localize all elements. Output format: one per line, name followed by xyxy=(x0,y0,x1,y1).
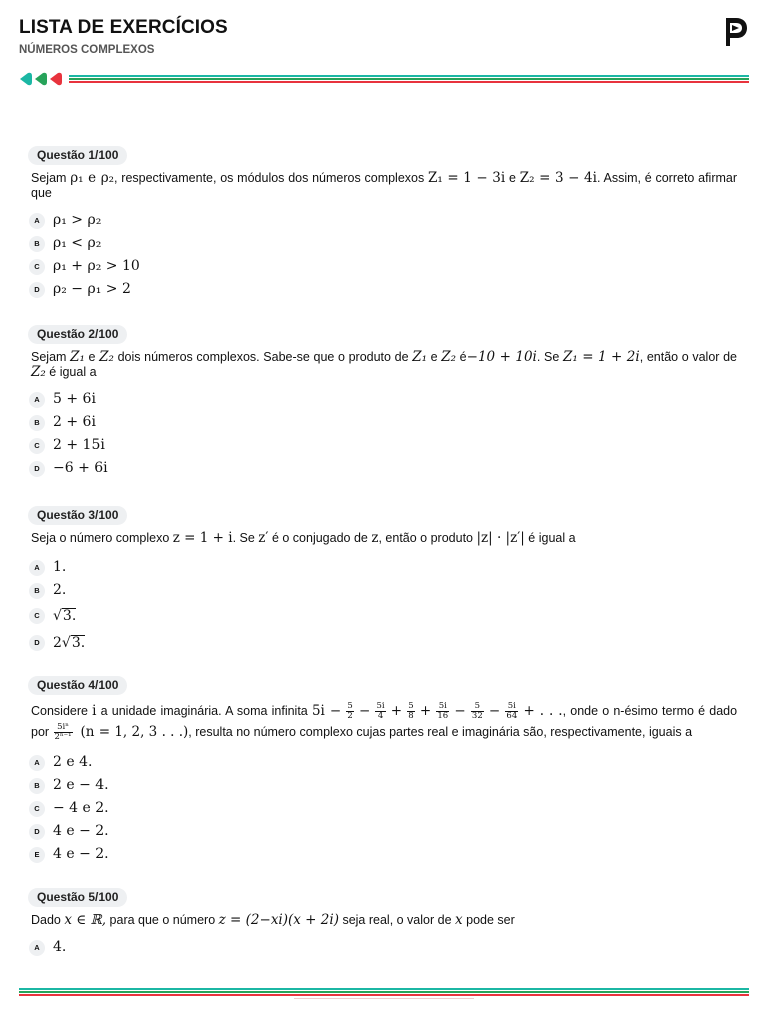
option-letter: A xyxy=(29,392,45,408)
option-d[interactable] xyxy=(31,457,737,480)
option-letter: B xyxy=(29,583,45,599)
question-badge: Questão 5/100 xyxy=(28,888,127,907)
option-value: 2 e 4. xyxy=(53,754,93,770)
option-letter: A xyxy=(29,755,45,771)
question-4 xyxy=(31,676,737,866)
header-lines xyxy=(69,75,749,84)
option-letter: B xyxy=(29,778,45,794)
option-c[interactable] xyxy=(31,255,737,278)
options xyxy=(31,556,737,656)
option-letter: B xyxy=(29,415,45,431)
option-value: 2√3. xyxy=(53,634,86,651)
question-statement: Seja o número complexo z = 1 + i. Se z′ é o conjugado de z, então o produto |z| · |z′| é igual a xyxy=(31,530,576,546)
option-value: 2 + 15i xyxy=(53,437,105,453)
option-a[interactable] xyxy=(31,388,737,411)
option-value: − 4 e 2. xyxy=(53,800,109,816)
option-letter: C xyxy=(29,259,45,275)
option-c[interactable] xyxy=(31,434,737,457)
option-letter: B xyxy=(29,236,45,252)
option-value: 4 e − 2. xyxy=(53,846,109,862)
options xyxy=(31,936,737,959)
options xyxy=(31,209,737,301)
question-statement: Considere i a unidade imaginária. A soma infinita 5i − $\frac{5}{2}$ − $\frac{5i}{4}$ + $\frac{5}{8}$ + $\frac{5i}{16}$ − $\frac{5}{32}$ − $\frac{5i}{64}$ + . . ., onde o n-ésimo termo é dado por $\frac{\text{5iⁿ}}{\text{2ⁿ⁻¹}}$ (n = 1, 2, 3 . . .), resulta no número complexo cujas partes real e imaginária são, respectivamente, iguais a xyxy=(31,701,738,743)
option-value: −6 + 6i xyxy=(53,460,108,476)
option-b[interactable] xyxy=(31,579,737,602)
option-value: ρ₁ > ρ₂ xyxy=(53,212,102,228)
page-title: LISTA DE EXERCÍCIOS xyxy=(19,17,228,38)
question-list xyxy=(31,146,737,959)
option-letter: C xyxy=(29,608,45,624)
header-decoration xyxy=(19,72,749,86)
question-statement: Sejam ρ₁ e ρ₂, respectivamente, os módulos dos números complexos Z₁ = 1 − 3i e Z₂ = 3 − 4i. Assim, é correto afirmar que xyxy=(31,170,738,200)
option-d[interactable] xyxy=(31,278,737,301)
option-e[interactable] xyxy=(31,843,737,866)
option-letter: D xyxy=(29,461,45,477)
page-header xyxy=(19,14,749,92)
option-value: 1. xyxy=(53,559,67,575)
option-letter: A xyxy=(29,213,45,229)
question-3 xyxy=(31,506,737,656)
option-value: ρ₂ − ρ₁ > 2 xyxy=(53,281,131,297)
option-letter: E xyxy=(29,847,45,863)
option-c[interactable] xyxy=(31,602,737,629)
option-letter: D xyxy=(29,824,45,840)
option-letter: D xyxy=(29,635,45,651)
option-a[interactable] xyxy=(31,209,737,232)
option-a[interactable] xyxy=(31,556,737,579)
question-badge: Questão 3/100 xyxy=(28,506,127,525)
option-d[interactable] xyxy=(31,629,737,656)
option-value: ρ₁ + ρ₂ > 10 xyxy=(53,258,140,274)
option-letter: D xyxy=(29,282,45,298)
question-1 xyxy=(31,146,737,301)
option-b[interactable] xyxy=(31,774,737,797)
option-value: 2 e − 4. xyxy=(53,777,109,793)
option-letter: C xyxy=(29,438,45,454)
page-subtitle: NÚMEROS COMPLEXOS xyxy=(19,44,155,56)
options xyxy=(31,751,737,866)
question-statement: Sejam Z₁ e Z₂ dois números complexos. Sabe-se que o produto de Z₁ e Z₂ é−10 + 10i. Se Z₁ = 1 + 2i, então o valor de Z₂ é igual a xyxy=(31,349,737,380)
brand-logo-icon xyxy=(723,16,749,48)
option-value: 5 + 6i xyxy=(53,391,96,407)
question-badge: Questão 1/100 xyxy=(28,146,127,165)
option-value: ρ₁ < ρ₂ xyxy=(53,235,102,251)
footer-lines xyxy=(19,988,749,999)
option-letter: A xyxy=(29,560,45,576)
option-c[interactable] xyxy=(31,797,737,820)
question-5 xyxy=(31,888,737,959)
option-value: 4. xyxy=(53,939,67,955)
option-value: √3. xyxy=(53,607,77,624)
option-value: 4 e − 2. xyxy=(53,823,109,839)
options xyxy=(31,388,737,480)
question-statement: Dado x ∈ ℝ, para que o número z = (2−xi)(x + 2i) seja real, o valor de x pode ser xyxy=(31,912,515,928)
option-letter: C xyxy=(29,801,45,817)
option-value: 2 + 6i xyxy=(53,414,96,430)
triangle-dots-icon xyxy=(19,72,65,86)
question-badge: Questão 2/100 xyxy=(28,325,127,344)
option-b[interactable] xyxy=(31,232,737,255)
option-d[interactable] xyxy=(31,820,737,843)
question-badge: Questão 4/100 xyxy=(28,676,127,695)
question-2 xyxy=(31,325,737,480)
option-a[interactable] xyxy=(31,751,737,774)
option-value: 2. xyxy=(53,582,67,598)
option-b[interactable] xyxy=(31,411,737,434)
option-letter: A xyxy=(29,940,45,956)
option-a[interactable] xyxy=(31,936,737,959)
